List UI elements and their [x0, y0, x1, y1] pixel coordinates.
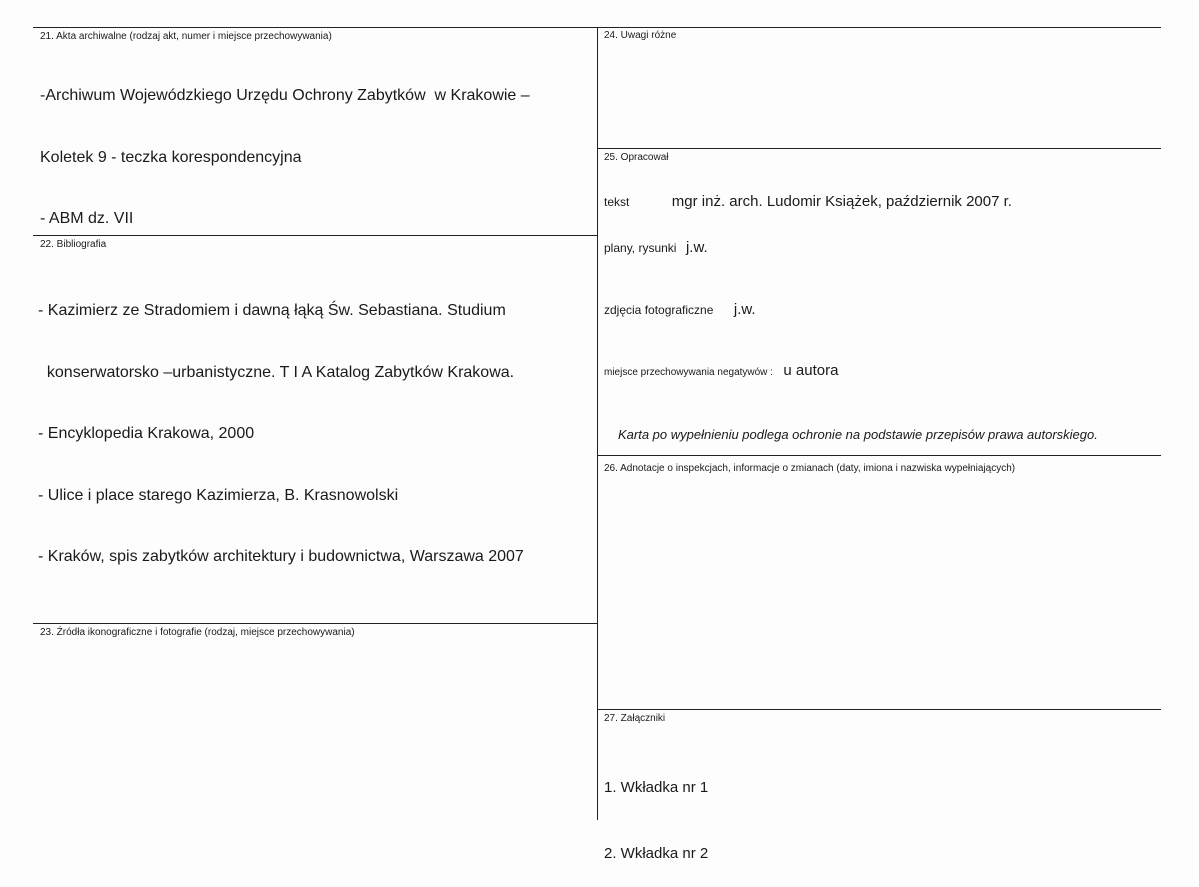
top-rule-left — [33, 27, 597, 28]
section-27-label: 27. Załączniki — [604, 713, 666, 724]
attachments-list — [604, 733, 708, 887]
negatywy-row — [604, 362, 838, 380]
negatywy-value: u autora — [783, 362, 839, 379]
rule-25 — [597, 148, 1161, 149]
rule-23 — [33, 623, 597, 624]
section-24-label: 24. Uwagi różne — [604, 30, 677, 41]
archive-line-1: -Archiwum Wojewódzkiego Urzędu Ochrony Zabytków w Krakowie – — [40, 87, 530, 104]
tekst-value: mgr inż. arch. Ludomir Książek, październik 2007 r. — [671, 193, 1012, 210]
copyright-note: Karta po wypełnieniu podlega ochronie na podstawie przepisów prawa autorskiego. — [618, 427, 1098, 442]
negatywy-label: miejsce przechowywania negatywów : — [604, 367, 773, 378]
zdjecia-row — [604, 301, 756, 319]
section-22-label: 22. Bibliografia — [40, 239, 107, 250]
zdjecia-value: j.w. — [733, 301, 756, 318]
section-26-label: 26. Adnotacje o inspekcjach, informacje o zmianach (daty, imiona i nazwiska wypełniających) — [604, 463, 1016, 474]
plany-row — [604, 239, 708, 257]
attachment-item: 2. Wkładka nr 2 — [604, 845, 709, 862]
section-21-body — [40, 45, 530, 250]
section-21-label: 21. Akta archiwalne (rodzaj akt, numer i miejsce przechowywania) — [40, 31, 332, 42]
bibliography-item: - Kazimierz ze Stradomiem i dawną łąką Św. Sebastiana. Studium — [38, 302, 506, 319]
attachment-item: 1. Wkładka nr 1 — [604, 779, 709, 796]
center-divider — [597, 27, 598, 820]
tekst-label: tekst — [604, 195, 630, 209]
archive-line-2: Koletek 9 - teczka korespondencyjna — [40, 148, 302, 166]
section-25-label: 25. Opracował — [604, 152, 669, 163]
tekst-row — [604, 193, 1012, 211]
section-23-label: 23. Źródła ikonograficzne i fotografie (rodzaj, miejsce przechowywania) — [40, 627, 355, 638]
zdjecia-label: zdjęcia fotograficzne — [604, 303, 714, 317]
bibliography-list — [38, 260, 524, 588]
archive-line-3: - ABM dz. VII — [40, 210, 134, 227]
rule-26 — [597, 455, 1161, 456]
bibliography-item: - Ulice i place starego Kazimierza, B. Krasnowolski — [38, 486, 399, 504]
top-rule-right — [597, 27, 1161, 28]
bibliography-item: konserwatorsko –urbanistyczne. T I A Katalog Zabytków Krakowa. — [38, 363, 515, 381]
plany-label: plany, rysunki — [604, 241, 677, 255]
rule-27 — [597, 709, 1161, 710]
bibliography-item: - Encyklopedia Krakowa, 2000 — [38, 425, 255, 442]
bibliography-item: - Kraków, spis zabytków architektury i budownictwa, Warszawa 2007 — [38, 548, 524, 565]
plany-value: j.w. — [685, 239, 708, 256]
